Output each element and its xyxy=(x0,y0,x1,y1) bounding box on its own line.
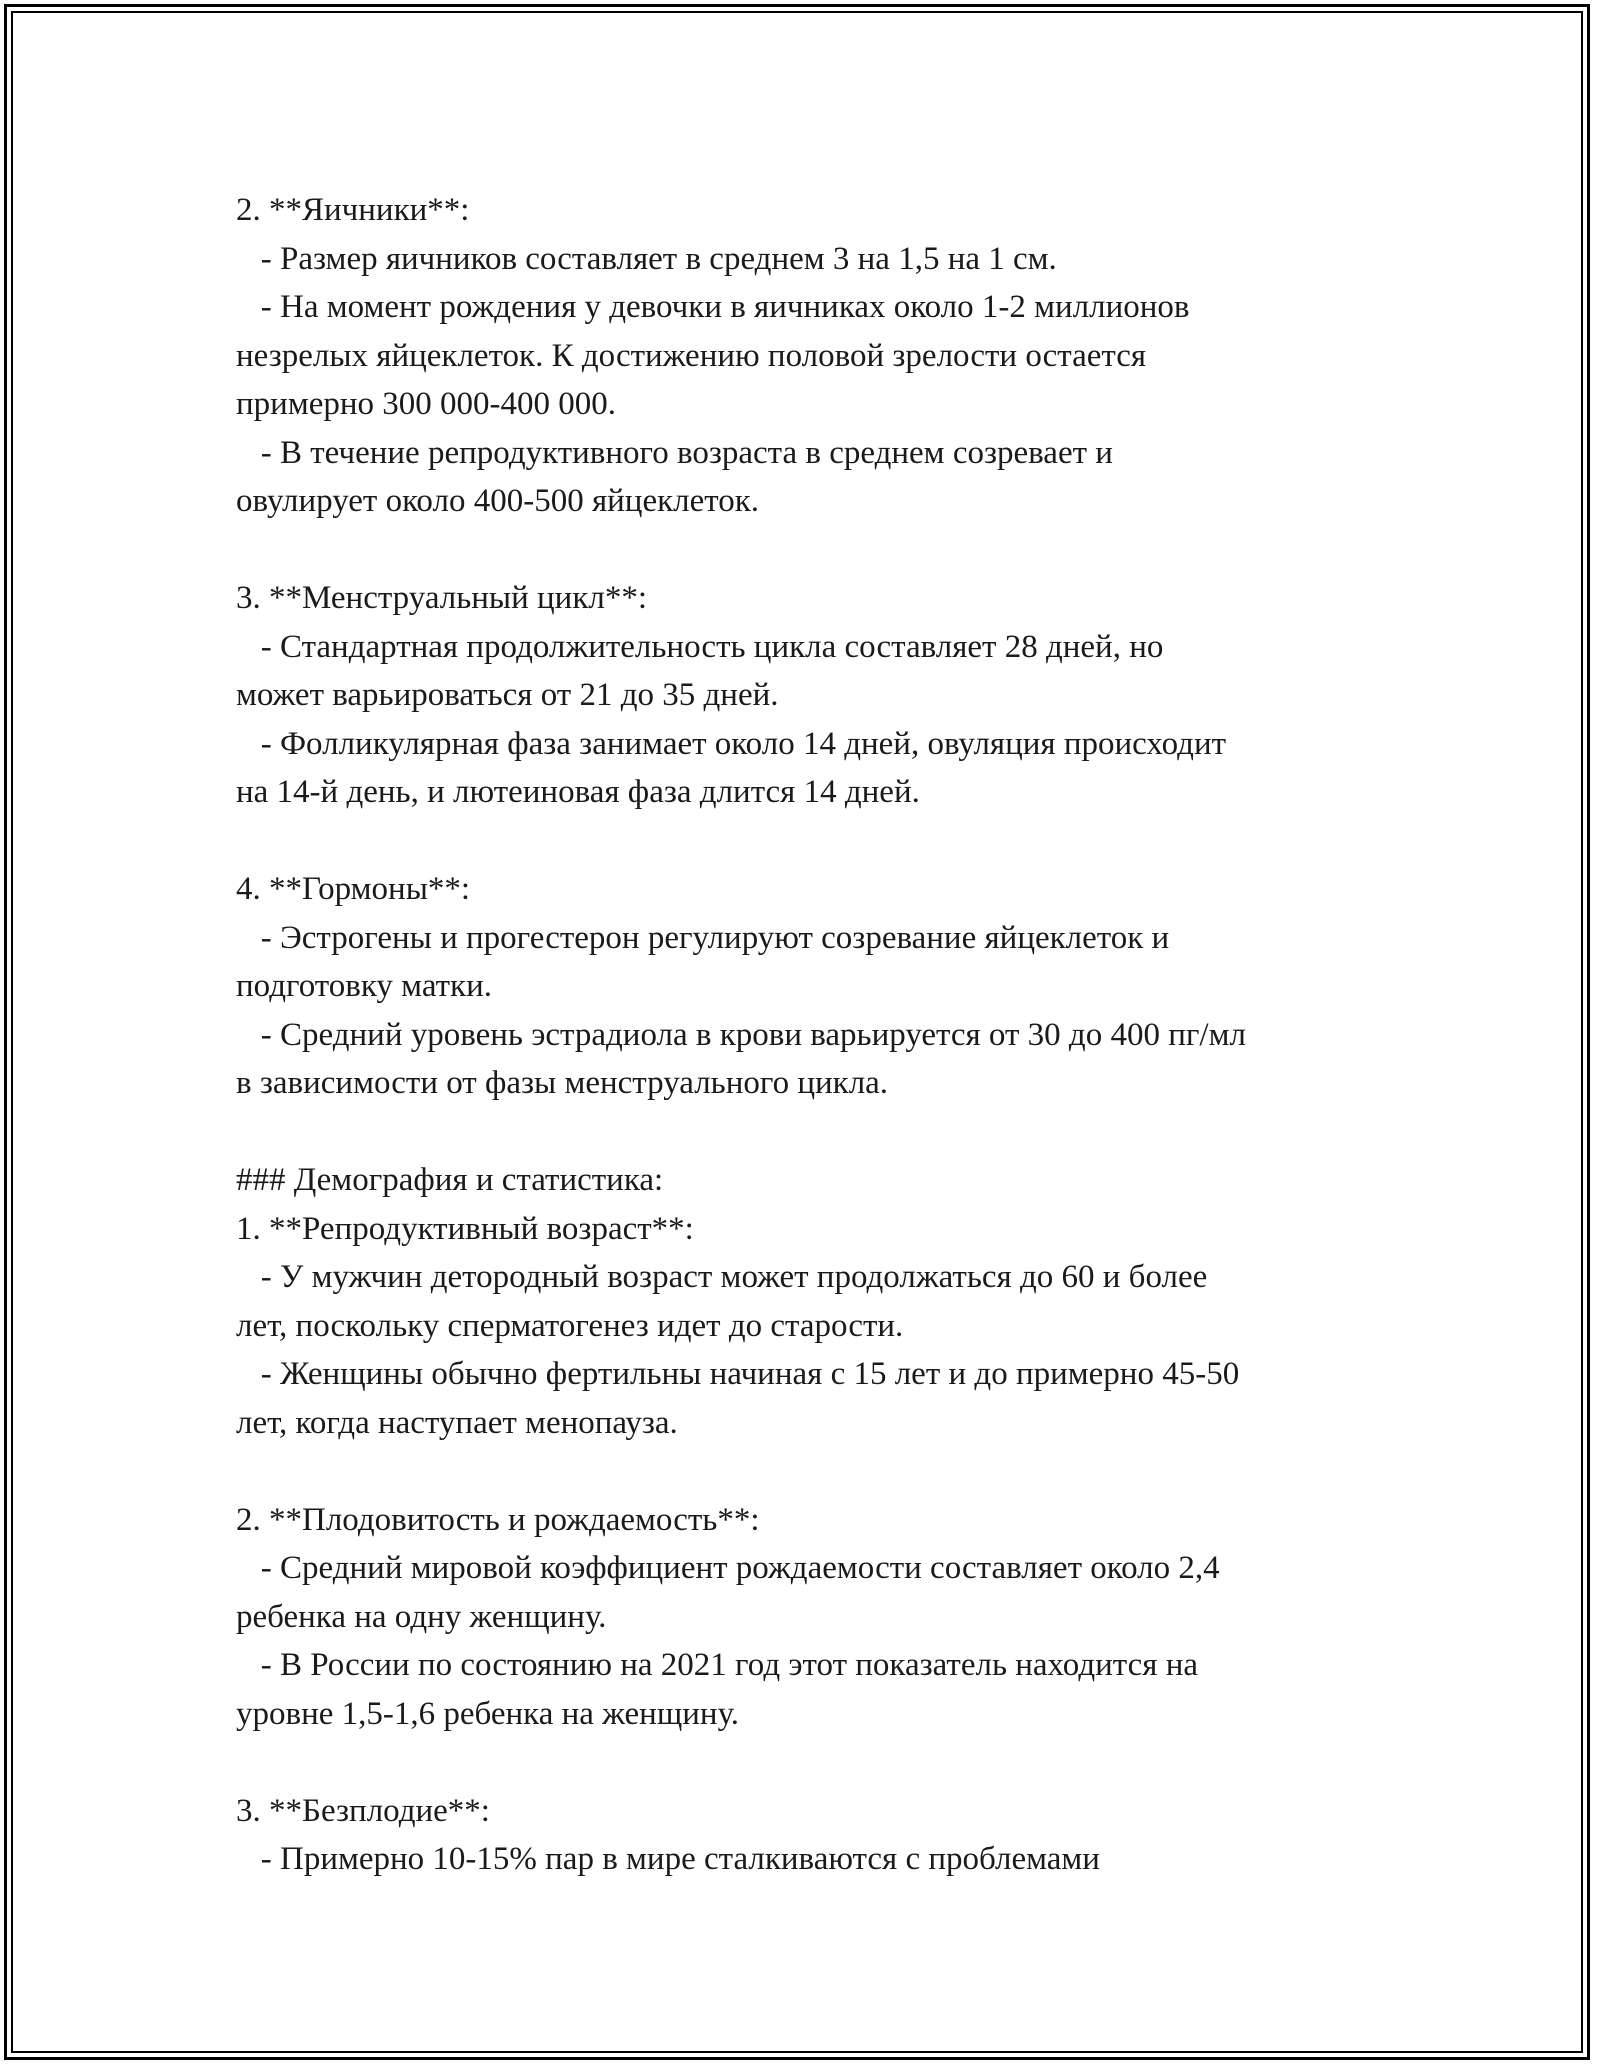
text-line: - В течение репродуктивного возраста в среднем созревает и xyxy=(236,434,1113,471)
blank-line xyxy=(236,1108,1376,1157)
text-line: ребенка на одну женщину. xyxy=(236,1598,607,1635)
text-line: - У мужчин детородный возраст может продолжаться до 60 и более xyxy=(236,1259,1208,1295)
text-line: - В России по состоянию на 2021 год этот показатель находится на xyxy=(236,1647,1199,1683)
text-line: - Фолликулярная фаза занимает около 14 дней, овуляция происходит xyxy=(236,725,1227,762)
section-heading-fertility: 2. **Плодовитость и рождаемость**: xyxy=(236,1501,760,1538)
blank-line xyxy=(236,817,1376,866)
text-line: - Средний уровень эстрадиола в крови варьируется от 30 до 400 пг/мл xyxy=(236,1016,1246,1053)
text-line: - Эстрогены и прогестерон регулируют созревание яйцеклеток и xyxy=(236,919,1170,956)
text-line: - Женщины обычно фертильны начиная с 15 лет и до примерно 45-50 xyxy=(236,1356,1240,1392)
text-line: - Примерно 10-15% пар в мире сталкиваются с проблемами xyxy=(236,1841,1100,1877)
section-heading-infertility: 3. **Безплодие**: xyxy=(236,1792,490,1829)
text-line: на 14-й день, и лютеиновая фаза длится 14 дней. xyxy=(236,774,920,810)
text-line: может варьироваться от 21 до 35 дней. xyxy=(236,677,779,713)
text-line: - Средний мировой коэффициент рождаемости составляет около 2,4 xyxy=(236,1550,1220,1586)
blank-line xyxy=(236,526,1376,575)
section-heading-menstrual-cycle: 3. **Менструальный цикл**: xyxy=(236,580,648,616)
text-line: - На момент рождения у девочки в яичниках около 1-2 миллионов xyxy=(236,289,1190,325)
document-body xyxy=(236,186,1376,1884)
text-line: овулирует около 400-500 яйцеклеток. xyxy=(236,483,760,519)
blank-line xyxy=(236,1447,1376,1496)
section-heading-ovaries: 2. **Яичники**: xyxy=(236,192,470,228)
text-line: подготовку матки. xyxy=(236,968,492,1004)
section-heading-reproductive-age: 1. **Репродуктивный возраст**: xyxy=(236,1210,694,1247)
section-heading-demography: ### Демография и статистика: xyxy=(236,1162,664,1198)
text-line: уровне 1,5-1,6 ребенка на женщину. xyxy=(236,1695,740,1732)
text-line: незрелых яйцеклеток. К достижению половой зрелости остается xyxy=(236,337,1147,374)
text-line: в зависимости от фазы менструального цикла. xyxy=(236,1065,889,1101)
blank-line xyxy=(236,1738,1376,1787)
text-line: - Стандартная продолжительность цикла составляет 28 дней, но xyxy=(236,628,1164,665)
section-heading-hormones: 4. **Гормоны**: xyxy=(236,871,471,907)
text-line: лет, когда наступает менопауза. xyxy=(236,1404,678,1441)
text-line: - Размер яичников составляет в среднем 3 на 1,5 на 1 см. xyxy=(236,240,1057,277)
text-line: лет, поскольку сперматогенез идет до старости. xyxy=(236,1307,904,1344)
text-line: примерно 300 000-400 000. xyxy=(236,386,616,422)
